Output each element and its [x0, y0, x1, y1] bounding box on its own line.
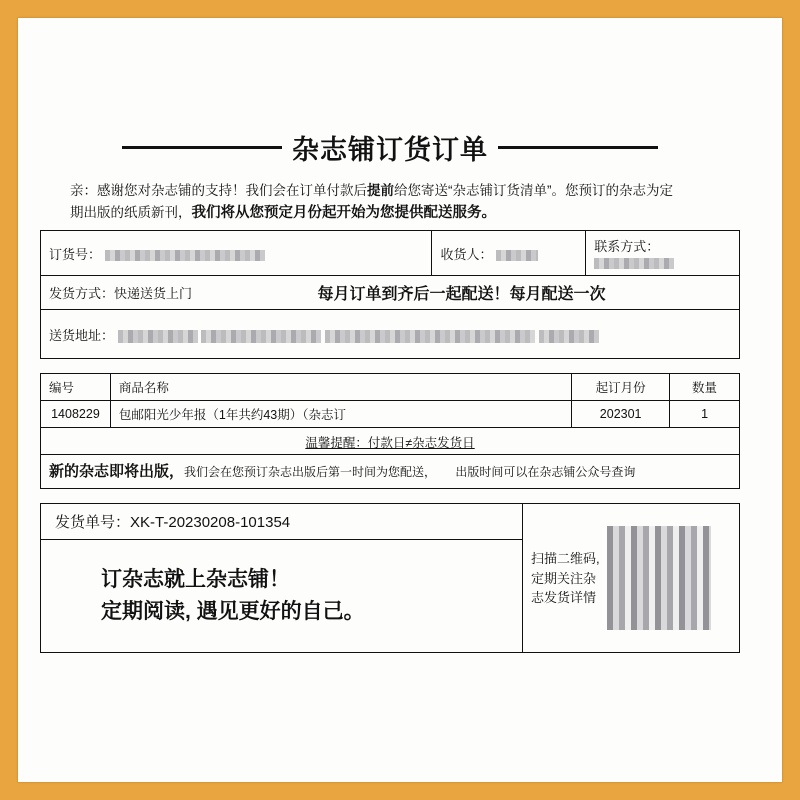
shipping-number-label: 发货单号： [55, 514, 131, 532]
intro-greeting: 亲： [70, 183, 97, 198]
shipping-slip-left [41, 504, 522, 652]
slogan-line-1: 订杂志就上杂志铺！ [101, 567, 290, 591]
receiver-label: 收货人： [440, 246, 493, 262]
publish-note-row [41, 455, 740, 489]
payment-tip: 温馨提醒：付款日≠杂志发货日 [305, 436, 475, 451]
product-table-header-row [41, 374, 740, 401]
tip-row [41, 428, 740, 455]
paper-sheet [18, 18, 782, 782]
page-title: 杂志铺订货订单 [292, 135, 488, 165]
order-document [40, 128, 740, 653]
receiver-redacted-value [496, 250, 538, 261]
cell-name: 包邮阳光少年报（1年共约43期）（杂志订 [110, 401, 571, 428]
address-redacted-part3 [325, 330, 535, 343]
cell-qty: 1 [670, 401, 740, 428]
address-row [41, 310, 740, 359]
receiver-cell [432, 231, 586, 276]
ship-method-label: 发货方式： [49, 286, 115, 302]
cell-start-month: 202301 [572, 401, 670, 428]
shipping-method-row [41, 276, 740, 310]
tip-cell [41, 428, 740, 455]
address-redacted-part4 [539, 330, 599, 343]
slogan-line-2: 定期阅读, 遇见更好的自己。 [101, 600, 365, 624]
order-no-redacted-value [105, 250, 265, 261]
header-code: 编号 [41, 374, 111, 401]
publish-note-emphasis: 新的杂志即将出版， [49, 463, 185, 481]
address-redacted-part2 [201, 330, 321, 343]
qr-code-image [607, 526, 711, 630]
slogan-block [41, 540, 522, 652]
intro-line2-emphasis: 我们将从您预定月份起开始为您提供配送服务。 [191, 204, 496, 221]
address-redacted-part1 [118, 330, 198, 343]
address-cell [41, 310, 740, 359]
order-no-cell [41, 231, 432, 276]
header-name: 商品名称 [110, 374, 571, 401]
qr-section [522, 504, 739, 652]
cell-code: 1408229 [41, 401, 111, 428]
table-spacer [40, 359, 740, 373]
document-title-row [40, 128, 740, 167]
intro-line1-emphasis: 提前 [367, 183, 394, 198]
contact-label: 联系方式： [594, 239, 660, 255]
publish-note-rest: 我们会在您预订杂志出版后第一时间为您配送， [184, 465, 437, 480]
intro-line1: 感谢您对杂志铺的支持！我们会在订单付款后 [97, 183, 367, 198]
shipping-number-row [41, 504, 522, 540]
address-label: 送货地址： [49, 327, 115, 343]
intro-line2: 期出版的纸质新刊， [70, 204, 192, 220]
header-qty: 数量 [670, 374, 740, 401]
intro-paragraph [40, 181, 740, 230]
shipping-slip-block [40, 503, 740, 653]
shipping-method-cell [41, 276, 740, 310]
order-no-label: 订货号： [49, 246, 102, 262]
shipping-number-value: XK-T-20230208-101354 [130, 514, 291, 532]
intro-line1-suffix: 给您寄送“杂志铺订货清单”。您预订的杂志为定 [394, 183, 673, 198]
qr-instruction-text [531, 549, 607, 608]
title-rule-left [122, 146, 282, 149]
publish-note-cell [41, 455, 740, 489]
order-info-row [41, 231, 740, 276]
header-start-month: 起订月份 [572, 374, 670, 401]
ship-method-value: 快递送货上门 [114, 286, 193, 302]
qr-instruction-line-1: 扫描二维码, [531, 551, 600, 567]
qr-instruction-line-3: 志发货详情 [531, 590, 597, 606]
order-info-table [40, 230, 740, 359]
table-row [41, 401, 740, 428]
product-table [40, 373, 740, 489]
publish-note-tail: 出版时间可以在杂志铺公众号查询 [455, 465, 636, 480]
contact-cell [586, 231, 740, 276]
qr-instruction-line-2: 定期关注杂 [531, 570, 597, 586]
contact-redacted-value [594, 258, 674, 269]
title-rule-right [498, 146, 658, 149]
shipping-notice: 每月订单到齐后一起配送！每月配送一次 [317, 286, 606, 304]
